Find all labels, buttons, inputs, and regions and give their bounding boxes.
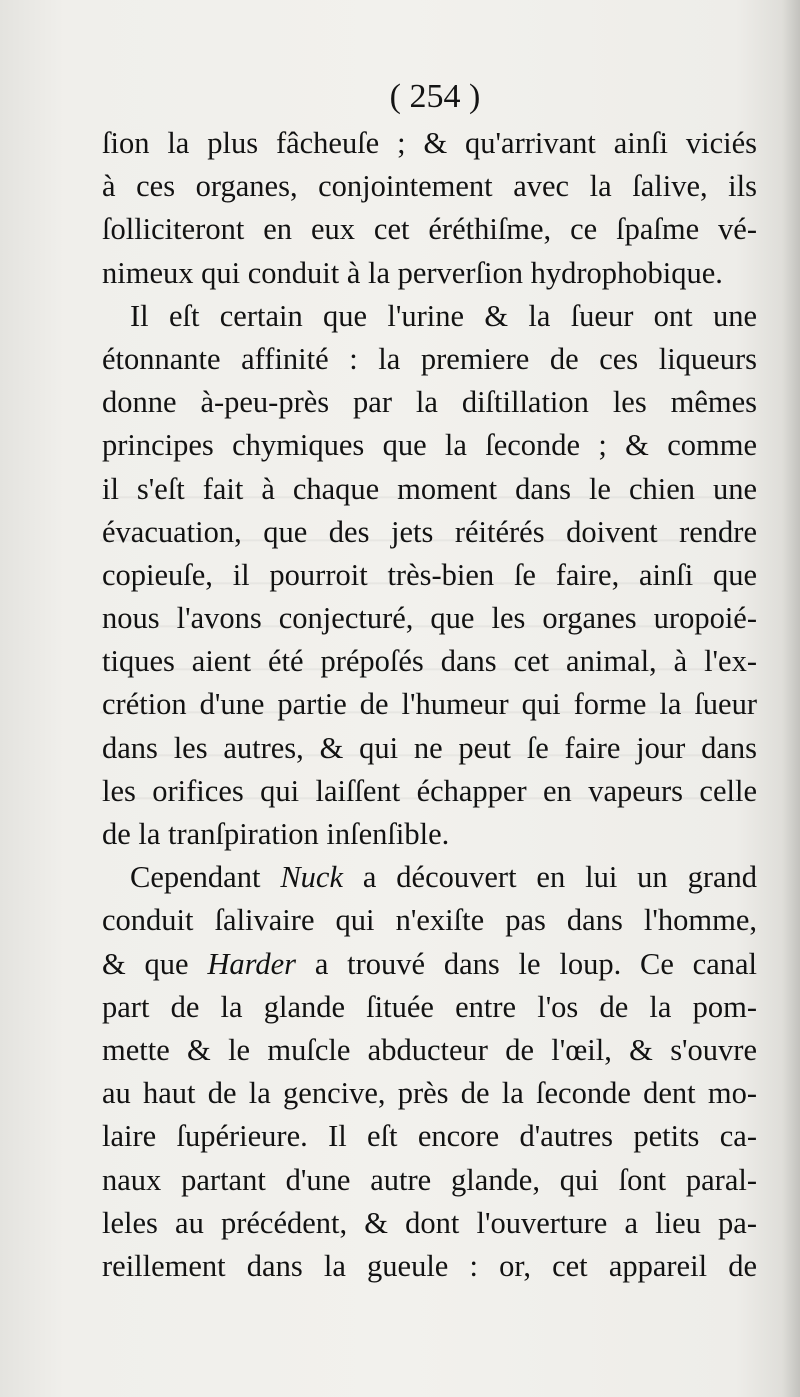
- text-line: tiques aient été prépoſés dans cet animal, à l'ex-: [102, 644, 757, 679]
- text-line: au haut de la gencive, près de la ſeconde dent mo-: [102, 1076, 757, 1111]
- text-line: de la tranſpiration inſenſible.: [102, 817, 450, 851]
- italic-name: Nuck: [280, 860, 343, 895]
- text-line: [102, 856, 757, 899]
- text-line: donne à-peu-près par la diſtillation les mêmes: [102, 385, 757, 420]
- text-line: reillement dans la gueule : or, cet appareil de: [102, 1248, 757, 1283]
- text-line: il s'eſt fait à chaque moment dans le chien une: [102, 471, 757, 506]
- text-fragment: a découvert en lui un grand: [362, 860, 757, 895]
- text-line: à ces organes, conjointement avec la ſalive, ils: [102, 169, 757, 204]
- text-line: laire ſupérieure. Il eſt encore d'autres petits ca-: [102, 1119, 757, 1154]
- text-line: les orifices qui laiſſent échapper en vapeurs celle: [102, 773, 757, 808]
- text-line: crétion d'une partie de l'humeur qui forme la ſueur: [102, 687, 757, 722]
- text-line: Il eſt certain que l'urine & la ſueur ont une: [130, 298, 757, 333]
- text-line: ſion la plus fâcheuſe ; & qu'arrivant ainſi viciés: [102, 126, 757, 160]
- page-number: ( 254 ): [389, 78, 481, 115]
- text-line: leles au précédent, & dont l'ouverture a lieu pa-: [102, 1205, 757, 1240]
- text-line: dans les autres, & qui ne peut ſe faire jour dans: [102, 730, 757, 765]
- text-fragment: Cependant: [130, 860, 261, 895]
- text-line: ſolliciteront en eux cet éréthiſme, ce ſpaſme vé-: [102, 212, 757, 247]
- text-line: étonnante affinité : la premiere de ces liqueurs: [102, 341, 757, 376]
- text-line: mette & le muſcle abducteur de l'œil, & s'ouvre: [102, 1032, 757, 1067]
- text-line: part de la glande ſituée entre l'os de la pom-: [102, 989, 757, 1024]
- page-edge-shadow: [782, 0, 800, 1397]
- text-fragment: a trouvé dans le loup. Ce canal: [314, 946, 757, 981]
- text-line: conduit ſalivaire qui n'exiſte pas dans l'homme,: [102, 903, 757, 938]
- text-line: évacuation, que des jets réitérés doivent rendre: [102, 514, 757, 549]
- text-line: naux partant d'une autre glande, qui ſont paral-: [102, 1162, 757, 1197]
- text-line: principes chymiques que la ſeconde ; & comme: [102, 428, 757, 463]
- text-line: nous l'avons conjecturé, que les organes uropoié-: [102, 601, 757, 636]
- text-line: [102, 943, 757, 986]
- text-line: copieuſe, il pourroit très-bien ſe faire, ainſi que: [102, 557, 757, 592]
- text-line: nimeux qui conduit à la perverſion hydrophobique.: [102, 255, 723, 290]
- text-fragment: & que: [102, 946, 189, 981]
- body-text: [102, 122, 757, 1288]
- italic-name: Harder: [207, 946, 297, 981]
